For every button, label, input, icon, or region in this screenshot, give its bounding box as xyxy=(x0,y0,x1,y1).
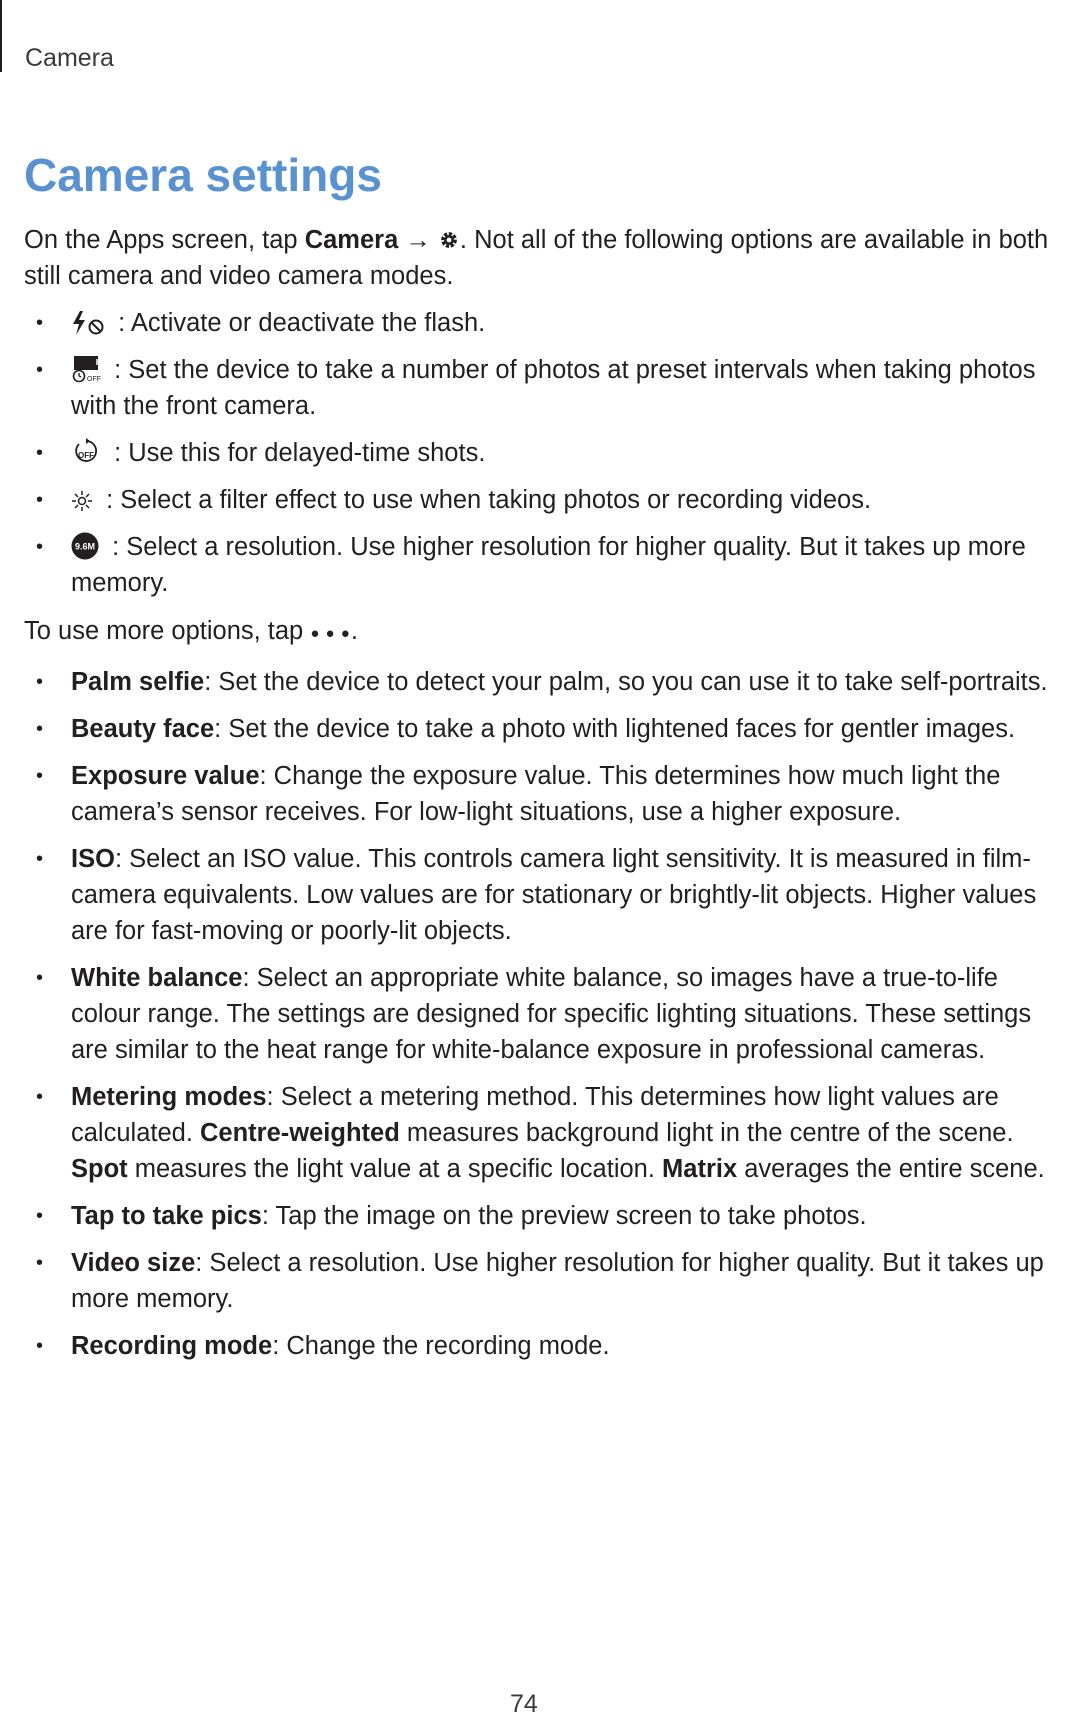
list-item-timer xyxy=(24,435,1069,471)
timer-off-icon xyxy=(71,438,101,466)
list-item-resolution xyxy=(24,529,1069,601)
interval-shot-icon xyxy=(71,355,101,383)
filter-effect-icon xyxy=(71,489,93,513)
bullet: • xyxy=(36,359,44,381)
option-text: : Change the exposure value. This determines how much light the camera’s sensor receives. For low-light situations, use a higher exposure. xyxy=(71,762,1001,826)
content xyxy=(24,222,1069,1364)
bullet: • xyxy=(36,718,44,740)
option-text: : Select an appropriate white balance, so images have a true-to-life colour range. The settings are designed for specific lighting situations. These settings are similar to the heat range for white-balance exposure in professional cameras. xyxy=(71,964,1032,1064)
intro-paragraph xyxy=(24,222,1064,294)
intro-text: On the Apps screen, tap xyxy=(24,226,305,254)
list-item-palm-selfie xyxy=(24,664,1069,700)
settings-gear-icon xyxy=(438,229,460,251)
bullet: • xyxy=(36,1086,44,1108)
list-item-filter xyxy=(24,482,1069,518)
list-item-video-size xyxy=(24,1245,1069,1317)
running-head: Camera xyxy=(25,44,114,72)
list-item-interval-shot xyxy=(24,352,1069,424)
more-text: To use more options, tap xyxy=(24,617,311,645)
bullet: • xyxy=(36,442,44,464)
icon-option-list xyxy=(24,305,1069,601)
svg-text:OFF: OFF xyxy=(78,451,94,460)
item-text: : Use this for delayed-time shots. xyxy=(107,439,486,467)
option-text: : Select a resolution. Use higher resolution for higher quality. But it takes up more memory. xyxy=(71,1249,1044,1313)
item-text: : Select a resolution. Use higher resolution for higher quality. But it takes up more memory. xyxy=(71,533,1026,597)
list-item-beauty-face xyxy=(24,711,1069,747)
header-rule xyxy=(0,0,2,72)
option-name: ISO xyxy=(71,845,115,873)
list-item-flash xyxy=(24,305,1069,341)
option-name: Palm selfie xyxy=(71,668,205,696)
option-text: : Select an ISO value. This controls camera light sensitivity. It is measured in film-camera equivalents. Low values are for stationary or brightly-lit objects. Higher values are for fast-moving or poorly-lit objects. xyxy=(71,845,1037,945)
more-options-icon: ● ● ● xyxy=(310,625,351,642)
option-term: Matrix xyxy=(662,1155,738,1183)
more-end: . xyxy=(350,617,358,645)
more-option-list xyxy=(24,664,1069,1364)
item-text: : Set the device to take a number of photos at preset intervals when taking photos with the front camera. xyxy=(71,356,1036,420)
option-text: : Select a metering method. This determines how light values are calculated. xyxy=(71,1083,999,1147)
camera-label: Camera xyxy=(304,226,399,254)
list-item-white-balance xyxy=(24,960,1069,1068)
bullet: • xyxy=(36,765,44,787)
option-name: Tap to take pics xyxy=(71,1202,262,1230)
option-text: averages the entire scene. xyxy=(737,1155,1045,1183)
option-text: : Change the recording mode. xyxy=(272,1332,610,1360)
option-text: measures the light value at a specific location. xyxy=(127,1155,663,1183)
option-term: Spot xyxy=(71,1155,128,1183)
resolution-icon xyxy=(71,532,99,560)
option-term: Centre-weighted xyxy=(200,1119,400,1147)
item-text: : Select a filter effect to use when taking photos or recording videos. xyxy=(99,486,872,514)
list-item-metering-modes xyxy=(24,1079,1069,1187)
bullet: • xyxy=(36,671,44,693)
bullet: • xyxy=(36,312,44,334)
item-text: : Activate or deactivate the flash. xyxy=(111,309,486,337)
list-item-recording-mode xyxy=(24,1328,1069,1364)
page-title: Camera settings xyxy=(24,149,382,201)
svg-text:OFF: OFF xyxy=(87,376,101,383)
flash-off-icon xyxy=(71,310,105,336)
list-item-iso xyxy=(24,841,1069,949)
page-number: 74 xyxy=(510,1690,538,1718)
intro-text-end: . Not all of the following options are available in both still camera and video camera modes. xyxy=(24,226,1049,290)
bullet: • xyxy=(36,1252,44,1274)
option-name: Recording mode xyxy=(71,1332,273,1360)
option-text: measures background light in the centre of the scene. xyxy=(399,1119,1014,1147)
option-name: Beauty face xyxy=(71,715,215,743)
option-text: : Tap the image on the preview screen to take photos. xyxy=(261,1202,867,1230)
bullet: • xyxy=(36,848,44,870)
list-item-exposure-value xyxy=(24,758,1069,830)
option-name: White balance xyxy=(71,964,243,992)
bullet: • xyxy=(36,1205,44,1227)
resolution-label: 9.6M xyxy=(74,541,96,552)
option-name: Exposure value xyxy=(71,762,260,790)
more-options-paragraph xyxy=(24,613,1069,652)
list-item-tap-to-take-pics xyxy=(24,1198,1069,1234)
bullet: • xyxy=(36,489,44,511)
bullet: • xyxy=(36,967,44,989)
bullet: • xyxy=(36,1335,44,1357)
option-text: : Set the device to take a photo with lightened faces for gentler images. xyxy=(214,715,1016,743)
option-name: Metering modes xyxy=(71,1083,267,1111)
arrow: → xyxy=(398,226,438,254)
option-text: : Set the device to detect your palm, so you can use it to take self-portraits. xyxy=(204,668,1048,696)
bullet: • xyxy=(36,536,44,558)
option-name: Video size xyxy=(71,1249,196,1277)
